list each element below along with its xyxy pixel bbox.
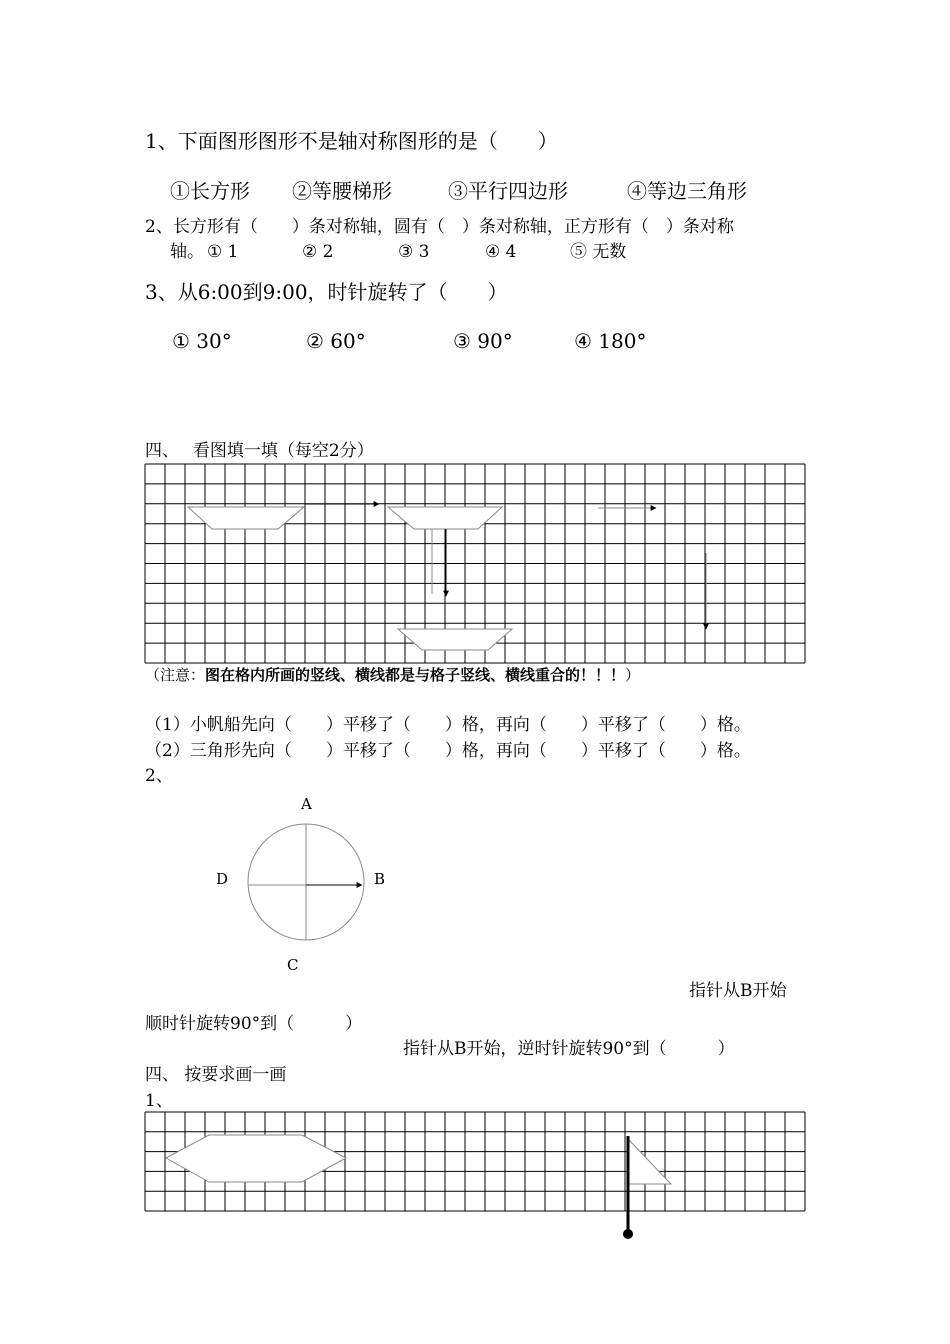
q2-option-4: ④ 4 [485,242,517,262]
boat-moved-down [398,629,512,650]
hexagon-shape [166,1135,346,1182]
q2-label: 2、 [145,766,173,786]
q1-option-3: ③平行四边形 [448,179,568,203]
section4-title: 四、 看图填一填（每空2分） [145,441,374,461]
label-c: C [287,956,299,974]
grid-note: （注意：图在格内所画的竖线、横线都是与格子竖线、横线重合的！！！） [145,666,641,684]
label-b: B [374,870,386,888]
q2-line1: 2、长方形有（ ）条对称轴，圆有（ ）条对称轴，正方形有（ ）条对称 [145,217,734,237]
q2-line2-prefix: 轴。 [170,242,204,262]
section5-title: 四、 按要求画一画 [145,1065,287,1085]
label-a: A [301,795,312,813]
q3-question: 3、从6:00到9:00，时针旋转了（ ） [145,280,508,304]
q1-option-4: ④等边三角形 [627,179,747,203]
clockwise-line2: 顺时针旋转90°到（ ） [145,1014,363,1034]
counterclockwise-line: 指针从B开始，逆时针旋转90°到（ ） [403,1039,735,1059]
item-2: （2）三角形先向（ ）平移了（ ）格，再向（ ）平移了（ ）格。 [145,741,751,761]
q3-option-3: ③ 90° [453,329,513,353]
section5-q1-label: 1、 [145,1091,173,1111]
q1-option-2: ②等腰梯形 [292,179,392,203]
clockwise-line1: 指针从B开始 [689,981,787,1001]
q2-option-3: ③ 3 [398,242,430,262]
q2-option-1: ① 1 [207,242,239,262]
q1-question: 1、下面图形图形不是轴对称图形的是（ ） [145,129,558,153]
q2-option-2: ② 2 [302,242,334,262]
q1-option-1: ①长方形 [170,179,250,203]
item-1: （1）小帆船先向（ ）平移了（ ）格，再向（ ）平移了（ ）格。 [145,715,751,735]
q3-option-4: ④ 180° [574,329,647,353]
q3-option-1: ① 30° [172,329,232,353]
q2-option-5: ⑤ 无数 [570,242,627,262]
q3-option-2: ② 60° [306,329,366,353]
clock-circle-diagram [248,824,364,940]
label-d: D [216,870,229,888]
